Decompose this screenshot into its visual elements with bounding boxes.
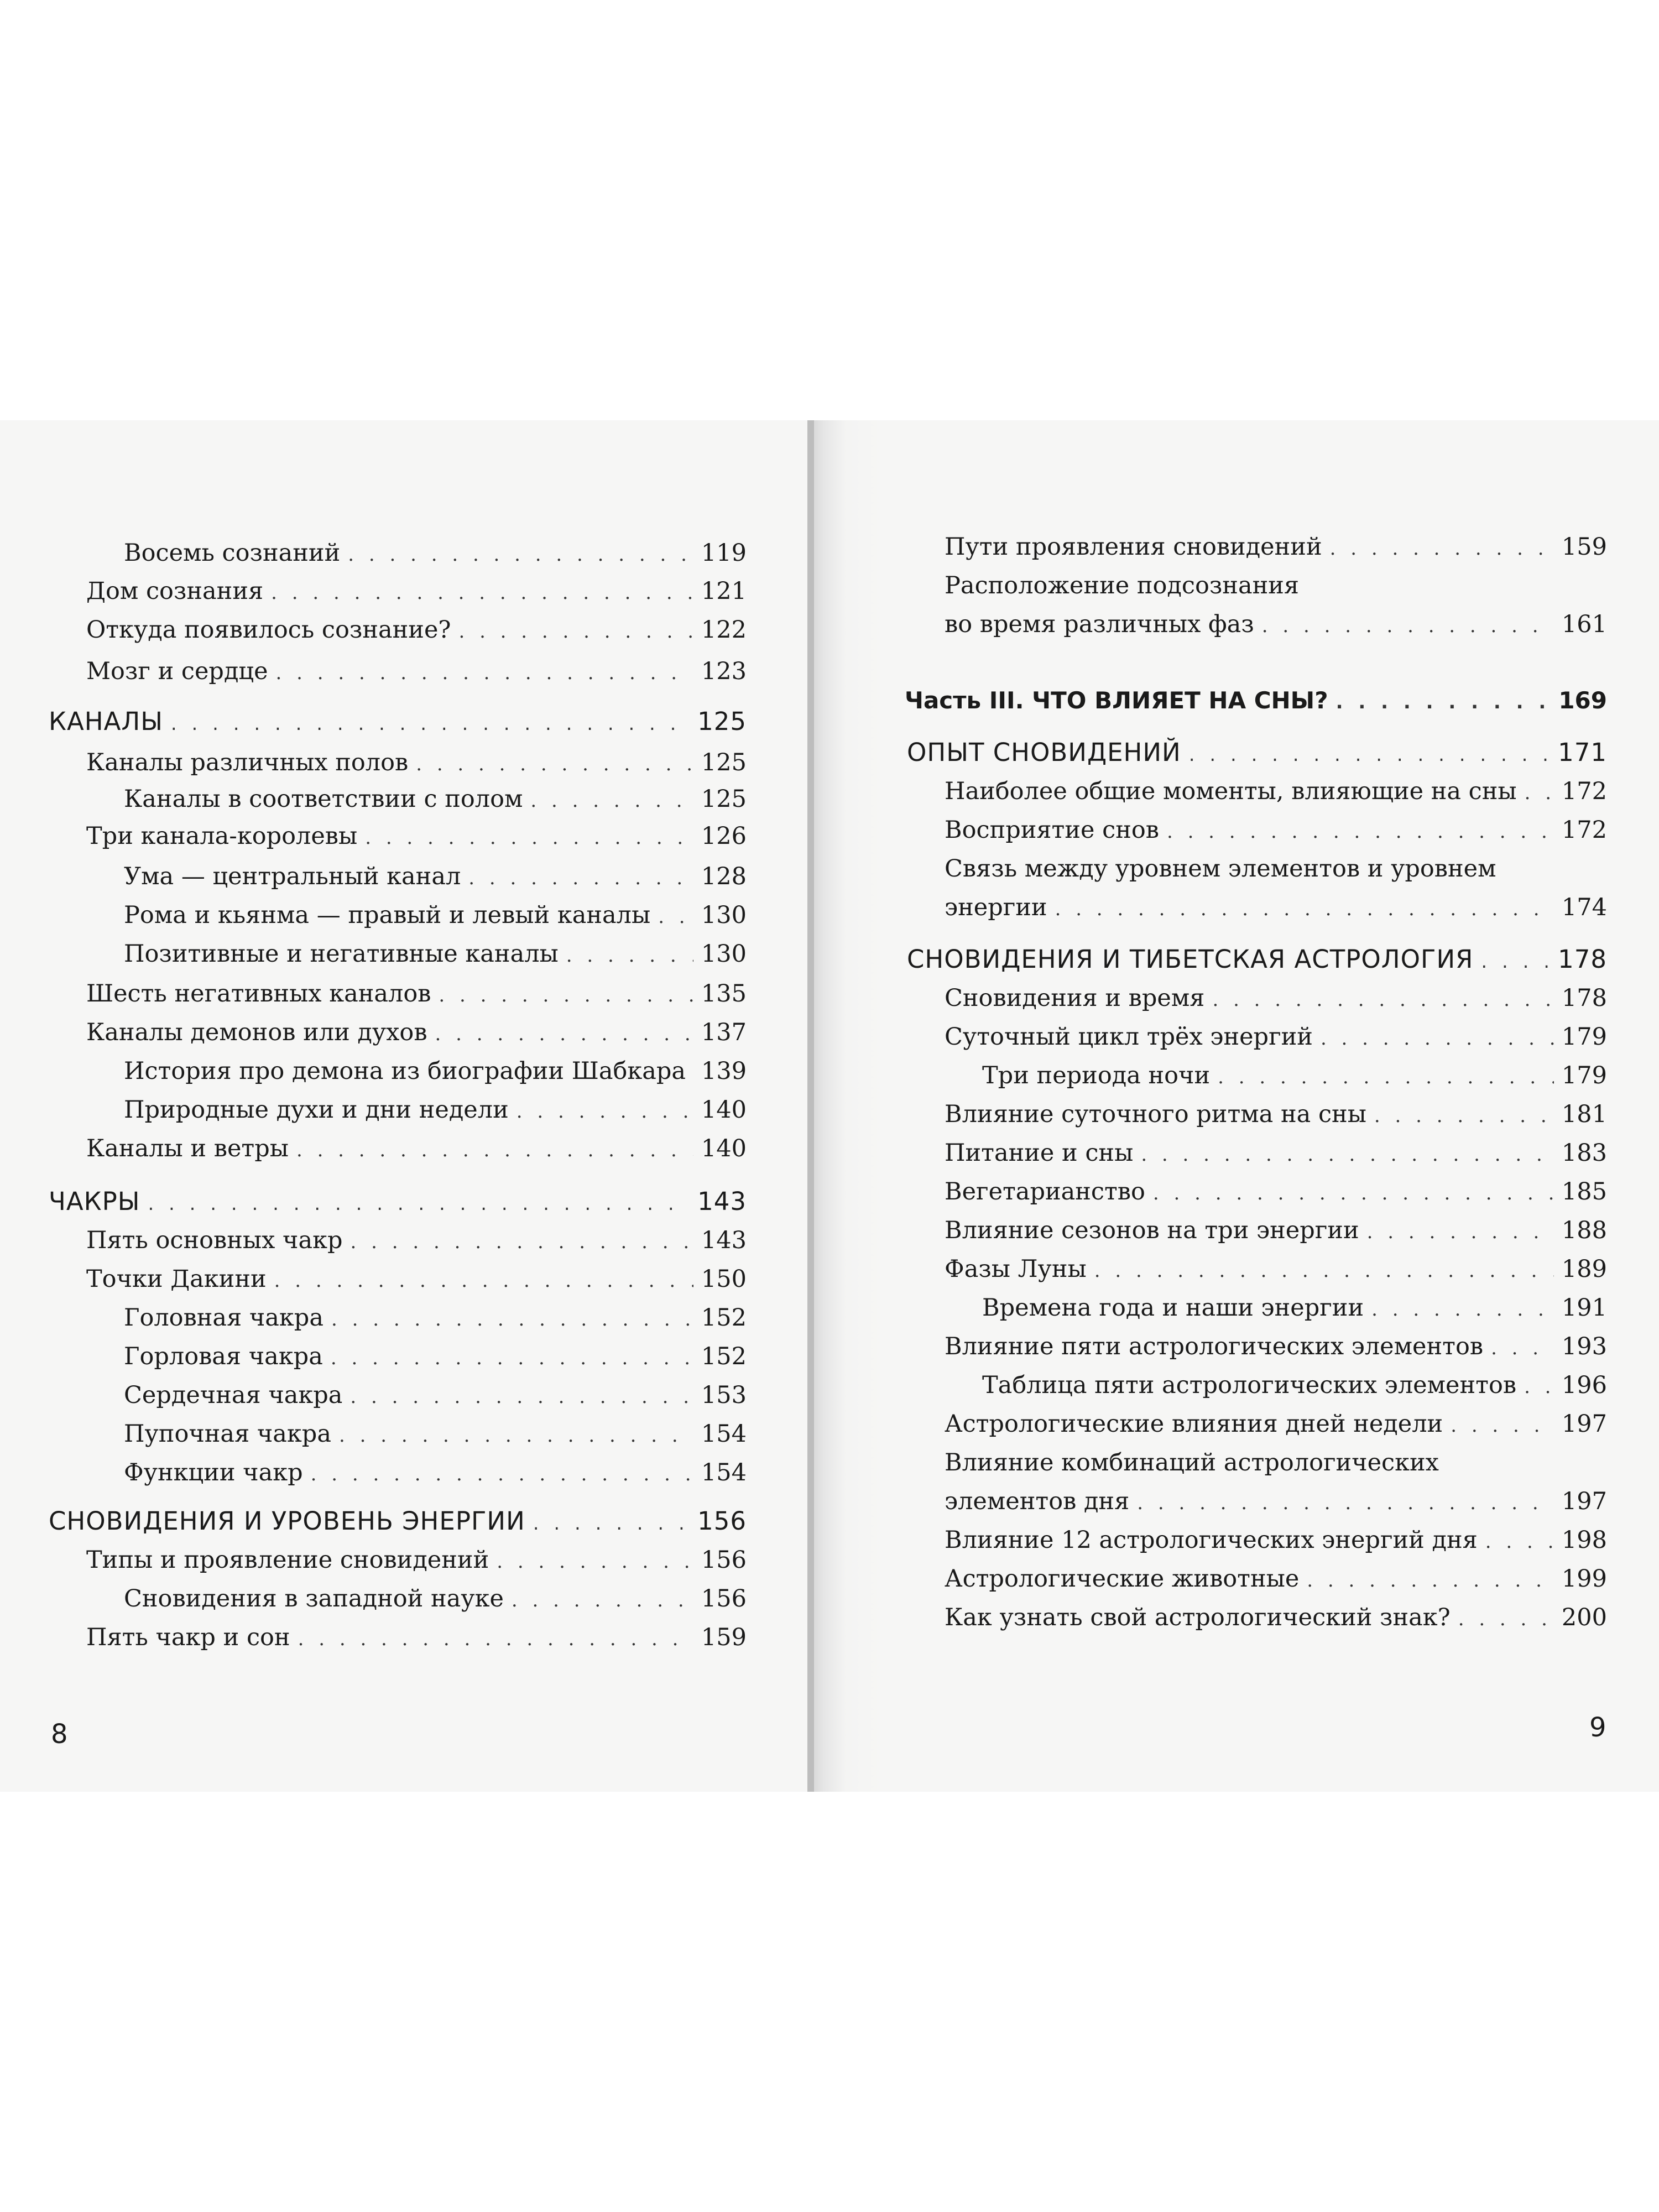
toc-entry-title: Влияние пяти астрологических элементов bbox=[945, 1333, 1484, 1360]
toc-entry-title: Функции чакр bbox=[124, 1459, 303, 1486]
toc-leader-dots bbox=[311, 1455, 693, 1494]
toc-entry-page: 123 bbox=[701, 658, 747, 685]
toc-entry-title: Типы и проявление сновидений bbox=[86, 1546, 489, 1574]
toc-leader-dots bbox=[148, 1185, 690, 1223]
toc-entry-title: Ума — центральный канал bbox=[124, 863, 461, 890]
toc-leader-dots bbox=[1094, 1251, 1554, 1290]
toc-entry-title: СНОВИДЕНИЯ И ТИБЕТСКАЯ АСТРОЛОГИЯ bbox=[907, 945, 1474, 974]
toc-leader-dots bbox=[1212, 980, 1553, 1019]
toc-leader-dots bbox=[1371, 1290, 1554, 1329]
toc-entry bbox=[124, 857, 747, 896]
toc-entry-page: 196 bbox=[1561, 1371, 1607, 1399]
toc-entry-page: 172 bbox=[1561, 778, 1607, 805]
toc-entry bbox=[124, 1415, 747, 1453]
toc-entry-page: 135 bbox=[701, 980, 747, 1008]
toc-leader-dots bbox=[348, 535, 693, 574]
toc-entry bbox=[49, 702, 747, 741]
toc-entry bbox=[945, 1482, 1607, 1521]
toc-entry bbox=[86, 611, 747, 649]
toc-entry-page: 152 bbox=[701, 1304, 747, 1332]
toc-entry-page: 178 bbox=[1558, 945, 1607, 974]
toc-leader-dots bbox=[1525, 774, 1554, 812]
toc-entry bbox=[86, 1221, 747, 1260]
toc-entry-page: 143 bbox=[701, 1227, 747, 1254]
toc-leader-dots bbox=[331, 1339, 693, 1378]
toc-entry-page: 137 bbox=[701, 1019, 747, 1046]
toc-entry-page: 159 bbox=[701, 1624, 747, 1651]
toc-leader-dots bbox=[497, 1542, 693, 1581]
toc-entry-title: Времена года и наши энергии bbox=[982, 1294, 1364, 1322]
toc-entry-page: 198 bbox=[1561, 1526, 1607, 1554]
toc-leader-dots bbox=[458, 612, 693, 651]
book-gutter bbox=[807, 420, 814, 1792]
toc-leader-dots bbox=[566, 936, 693, 975]
toc-entry bbox=[905, 681, 1607, 720]
toc-entry-page: 185 bbox=[1561, 1178, 1607, 1206]
toc-entry-page: 188 bbox=[1561, 1217, 1607, 1244]
toc-entry bbox=[86, 817, 747, 855]
toc-entry-title: Сновидения в западной науке bbox=[124, 1585, 504, 1613]
toc-entry-title: элементов дня bbox=[945, 1488, 1130, 1515]
toc-entry-page: 119 bbox=[701, 539, 747, 567]
toc-entry-title: Восприятие снов bbox=[945, 816, 1159, 844]
right-page-number: 9 bbox=[1589, 1712, 1606, 1743]
toc-leader-dots bbox=[1367, 1213, 1554, 1251]
toc-entry bbox=[945, 1134, 1607, 1172]
toc-entry-page: 197 bbox=[1561, 1410, 1607, 1438]
toc-entry bbox=[907, 940, 1607, 979]
toc-entry bbox=[124, 1337, 747, 1376]
toc-entry-page: 156 bbox=[697, 1506, 747, 1536]
toc-entry bbox=[945, 1018, 1607, 1056]
toc-entry-title: ЧАКРЫ bbox=[49, 1187, 140, 1216]
toc-entry-page: 199 bbox=[1561, 1565, 1607, 1593]
toc-entry bbox=[945, 528, 1607, 566]
toc-entry-title: Пупочная чакра bbox=[124, 1420, 331, 1448]
toc-entry-title: Каналы различных полов bbox=[86, 749, 409, 776]
toc-entry bbox=[86, 572, 747, 611]
toc-entry-title: Астрологические животные bbox=[945, 1565, 1300, 1593]
toc-leader-dots bbox=[512, 1581, 693, 1620]
toc-entry bbox=[945, 1598, 1607, 1637]
toc-entry-page: 130 bbox=[701, 901, 747, 929]
toc-entry-title: ОПЫТ СНОВИДЕНИЙ bbox=[907, 738, 1181, 767]
toc-entry bbox=[124, 534, 747, 572]
toc-leader-dots bbox=[435, 1015, 693, 1053]
toc-entry-title: Головная чакра bbox=[124, 1304, 324, 1332]
toc-entry bbox=[86, 1013, 747, 1052]
toc-entry-page: 159 bbox=[1561, 533, 1607, 561]
toc-entry-title: Пять чакр и сон bbox=[86, 1624, 290, 1651]
toc-leader-dots bbox=[1336, 683, 1551, 722]
toc-entry bbox=[86, 1618, 747, 1657]
toc-entry-title: энергии bbox=[945, 894, 1047, 921]
toc-entry-page: 181 bbox=[1561, 1100, 1607, 1128]
toc-leader-dots bbox=[298, 1620, 693, 1658]
toc-entry bbox=[86, 1260, 747, 1298]
toc-entry-title: Каналы в соответствии с полом bbox=[124, 785, 523, 813]
toc-entry bbox=[124, 1376, 747, 1415]
toc-leader-dots bbox=[276, 654, 693, 692]
toc-entry bbox=[945, 772, 1607, 811]
toc-entry-title: Астрологические влияния дней недели bbox=[945, 1410, 1443, 1438]
toc-entry-page: 152 bbox=[701, 1343, 747, 1370]
toc-entry-title: Позитивные и негативные каналы bbox=[124, 940, 559, 968]
toc-entry-title: Горловая чакра bbox=[124, 1343, 323, 1370]
toc-leader-dots bbox=[1374, 1097, 1554, 1135]
toc-entry bbox=[945, 811, 1607, 849]
toc-leader-dots bbox=[658, 898, 693, 936]
toc-leader-dots bbox=[1321, 1019, 1554, 1058]
toc-entry-title: КАНАЛЫ bbox=[49, 707, 163, 736]
left-page-number: 8 bbox=[51, 1719, 68, 1750]
toc-entry-title: Суточный цикл трёх энергий bbox=[945, 1023, 1313, 1051]
toc-entry-page: 139 bbox=[701, 1057, 747, 1085]
toc-entry-page: 130 bbox=[701, 940, 747, 968]
toc-entry-title: Влияние сезонов на три энергии bbox=[945, 1217, 1359, 1244]
toc-entry-page: 161 bbox=[1561, 611, 1607, 638]
toc-entry-title: во время различных фаз bbox=[945, 611, 1254, 638]
toc-entry-title: Природные духи и дни недели bbox=[124, 1096, 509, 1124]
toc-leader-dots bbox=[1167, 812, 1554, 851]
toc-entry bbox=[86, 1129, 747, 1168]
toc-leader-dots bbox=[350, 1378, 693, 1416]
toc-entry-title: Фазы Луны bbox=[945, 1255, 1087, 1283]
toc-entry bbox=[86, 974, 747, 1013]
toc-entry-title: Питание и сны bbox=[945, 1139, 1134, 1167]
toc-entry-title: Восемь сознаний bbox=[124, 539, 341, 567]
toc-entry-page: 121 bbox=[701, 577, 747, 605]
toc-entry bbox=[945, 605, 1607, 644]
toc-entry-page: 197 bbox=[1561, 1488, 1607, 1515]
toc-entry-page: 179 bbox=[1561, 1062, 1607, 1089]
toc-leader-dots bbox=[1330, 529, 1554, 568]
toc-entry bbox=[907, 733, 1607, 772]
toc-entry-page: 128 bbox=[701, 863, 747, 890]
toc-leader-dots bbox=[533, 1504, 690, 1543]
toc-entry bbox=[945, 1250, 1607, 1288]
toc-entry-title: СНОВИДЕНИЯ И УРОВЕНЬ ЭНЕРГИИ bbox=[49, 1506, 525, 1536]
toc-leader-dots bbox=[1055, 890, 1554, 928]
toc-leader-dots bbox=[1137, 1484, 1554, 1522]
toc-entry-title: Влияние 12 астрологических энергий дня bbox=[945, 1526, 1478, 1554]
toc-entry-page: 156 bbox=[701, 1546, 747, 1574]
toc-entry bbox=[124, 1579, 747, 1618]
toc-entry-title: История про демона из биографии Шабкара bbox=[124, 1057, 686, 1085]
toc-entry-title: Рома и кьянма — правый и левый каналы bbox=[124, 901, 651, 929]
toc-entry-page: 169 bbox=[1558, 687, 1607, 714]
toc-leader-dots bbox=[1524, 1368, 1554, 1406]
toc-leader-dots bbox=[274, 1261, 693, 1300]
toc-entry-page: 154 bbox=[701, 1420, 747, 1448]
toc-entry bbox=[982, 1288, 1607, 1327]
toc-entry-title: Сердечная чакра bbox=[124, 1381, 343, 1409]
toc-entry-page: 125 bbox=[701, 785, 747, 813]
toc-leader-dots bbox=[339, 1416, 693, 1455]
toc-entry bbox=[86, 652, 747, 691]
toc-entry-title: Как узнать свой астрологический знак? bbox=[945, 1604, 1451, 1631]
toc-leader-dots bbox=[1485, 1522, 1554, 1561]
toc-entry-page: 193 bbox=[1561, 1333, 1607, 1360]
toc-entry-page: 125 bbox=[697, 707, 747, 736]
toc-entry bbox=[49, 1502, 747, 1541]
toc-entry bbox=[945, 1327, 1607, 1366]
toc-entry-title: Вегетарианство bbox=[945, 1178, 1145, 1206]
toc-entry bbox=[86, 1541, 747, 1579]
toc-leader-dots bbox=[530, 781, 693, 820]
toc-leader-dots bbox=[1141, 1135, 1554, 1174]
toc-leader-dots bbox=[416, 745, 693, 784]
toc-leader-dots bbox=[1451, 1406, 1554, 1445]
toc-entry bbox=[49, 1182, 747, 1221]
toc-entry-page: 125 bbox=[701, 749, 747, 776]
toc-leader-dots bbox=[1481, 942, 1550, 981]
toc-entry bbox=[945, 1443, 1607, 1482]
toc-entry bbox=[945, 1095, 1607, 1134]
toc-entry bbox=[124, 1052, 747, 1091]
toc-entry-page: 183 bbox=[1561, 1139, 1607, 1167]
toc-entry-page: 174 bbox=[1561, 894, 1607, 921]
toc-entry bbox=[945, 979, 1607, 1018]
toc-entry-title: Точки Дакини bbox=[86, 1265, 267, 1293]
toc-leader-dots bbox=[1307, 1561, 1554, 1600]
toc-leader-dots bbox=[1218, 1058, 1554, 1097]
toc-entry-page: 140 bbox=[701, 1135, 747, 1162]
toc-entry-page: 143 bbox=[697, 1187, 747, 1216]
toc-entry-title: Дом сознания bbox=[86, 577, 264, 605]
toc-entry bbox=[945, 1559, 1607, 1598]
toc-leader-dots bbox=[365, 818, 693, 857]
toc-leader-dots bbox=[1262, 607, 1554, 645]
toc-entry-title: Связь между уровнем элементов и уровнем bbox=[945, 855, 1496, 883]
toc-entry bbox=[124, 1091, 747, 1129]
toc-entry bbox=[124, 896, 747, 935]
toc-entry bbox=[124, 935, 747, 973]
toc-entry-title: Влияние суточного ритма на сны bbox=[945, 1100, 1366, 1128]
toc-entry-title: Мозг и сердце bbox=[86, 658, 268, 685]
toc-entry-title: Каналы демонов или духов bbox=[86, 1019, 427, 1046]
toc-entry-page: 189 bbox=[1561, 1255, 1607, 1283]
toc-entry-page: 122 bbox=[701, 616, 747, 644]
toc-entry-title: Каналы и ветры bbox=[86, 1135, 289, 1162]
toc-entry bbox=[982, 1366, 1607, 1405]
toc-entry-page: 172 bbox=[1561, 816, 1607, 844]
toc-leader-dots bbox=[1458, 1600, 1554, 1639]
toc-entry-page: 150 bbox=[701, 1265, 747, 1293]
toc-entry-page: 126 bbox=[701, 822, 747, 850]
toc-entry bbox=[982, 1056, 1607, 1095]
toc-entry-page: 154 bbox=[701, 1459, 747, 1486]
toc-leader-dots bbox=[296, 1131, 693, 1170]
toc-entry-title: Три канала-королевы bbox=[86, 822, 358, 850]
toc-entry-page: 156 bbox=[701, 1585, 747, 1613]
toc-entry-title: Сновидения и время bbox=[945, 984, 1205, 1012]
toc-entry-title: Шесть негативных каналов bbox=[86, 980, 431, 1008]
toc-leader-dots bbox=[439, 976, 693, 1015]
toc-entry bbox=[945, 1405, 1607, 1443]
toc-entry-page: 179 bbox=[1561, 1023, 1607, 1051]
toc-leader-dots bbox=[468, 859, 693, 898]
toc-leader-dots bbox=[1189, 735, 1550, 774]
toc-leader-dots bbox=[271, 573, 693, 612]
toc-entry bbox=[945, 1172, 1607, 1211]
toc-leader-dots bbox=[1491, 1329, 1554, 1368]
toc-entry-title: Три периода ночи bbox=[982, 1062, 1211, 1089]
toc-entry-title: Часть III. ЧТО ВЛИЯЕТ НА СНЫ? bbox=[905, 687, 1328, 714]
toc-entry-page: 178 bbox=[1561, 984, 1607, 1012]
toc-entry-page: 140 bbox=[701, 1096, 747, 1124]
toc-entry bbox=[945, 888, 1607, 927]
toc-entry bbox=[945, 1521, 1607, 1559]
toc-entry bbox=[86, 743, 747, 782]
toc-entry bbox=[124, 780, 747, 818]
toc-entry-page: 171 bbox=[1558, 738, 1607, 767]
toc-leader-dots bbox=[351, 1223, 693, 1261]
toc-entry-page: 153 bbox=[701, 1381, 747, 1409]
toc-entry-title: Влияние комбинаций астрологических bbox=[945, 1449, 1439, 1477]
toc-entry bbox=[945, 566, 1607, 605]
toc-entry-title: Пять основных чакр bbox=[86, 1227, 343, 1254]
toc-leader-dots bbox=[1153, 1174, 1554, 1213]
toc-entry-page: 191 bbox=[1561, 1294, 1607, 1322]
toc-entry bbox=[124, 1453, 747, 1492]
toc-leader-dots bbox=[171, 705, 690, 743]
toc-entry bbox=[945, 849, 1607, 888]
toc-entry-title: Расположение подсознания bbox=[945, 572, 1300, 599]
toc-entry bbox=[945, 1211, 1607, 1250]
toc-entry-title: Откуда появилось сознание? bbox=[86, 616, 451, 644]
toc-leader-dots bbox=[331, 1300, 693, 1339]
toc-leader-dots bbox=[517, 1092, 693, 1131]
toc-entry bbox=[124, 1298, 747, 1337]
toc-entry-title: Таблица пяти астрологических элементов bbox=[982, 1371, 1517, 1399]
toc-entry-title: Наиболее общие моменты, влияющие на сны bbox=[945, 778, 1517, 805]
toc-entry-title: Пути проявления сновидений bbox=[945, 533, 1322, 561]
toc-entry-page: 200 bbox=[1561, 1604, 1607, 1631]
